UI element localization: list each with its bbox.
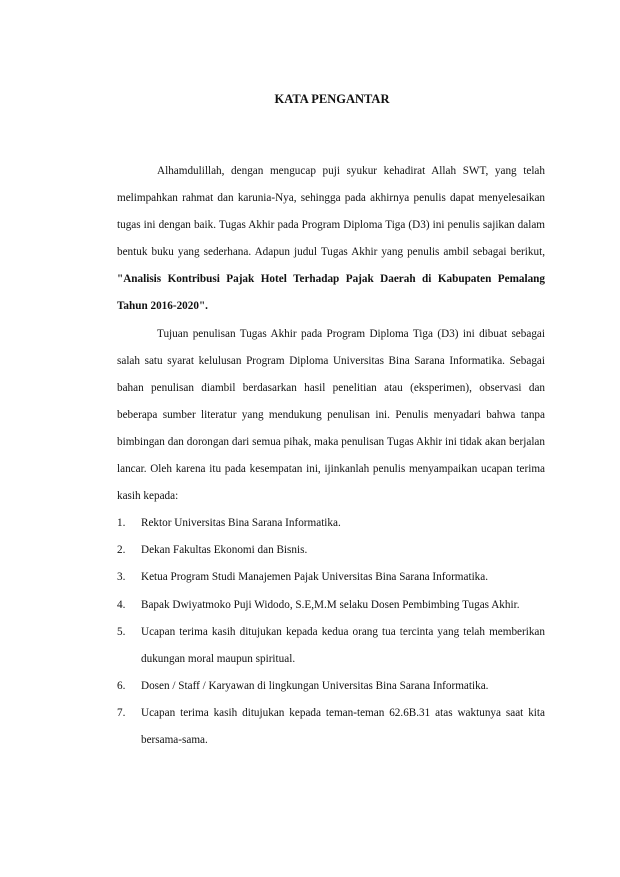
list-item-number: 5. [117, 625, 126, 638]
list-item [117, 564, 545, 591]
list-item [117, 592, 545, 619]
list-item-text: Ucapan terima kasih ditujukan kepada teman-teman 62.6B.31 atas waktunya saat kita bersama-sama. [141, 706, 545, 746]
thesis-title: "Analisis Kontribusi Pajak Hotel Terhadap Pajak Daerah di Kabupaten Pemalang Tahun 2016-2020". [117, 273, 545, 313]
list-item-text: Bapak Dwiyatmoko Puji Widodo, S.E,M.M selaku Dosen Pembimbing Tugas Akhir. [141, 598, 520, 611]
list-item-text: Ucapan terima kasih ditujukan kepada kedua orang tua tercinta yang telah memberikan dukungan moral maupun spiritual. [141, 625, 545, 665]
list-item-number: 1. [117, 517, 126, 530]
paragraph-intro-text: Alhamdulillah, dengan mengucap puji syukur kehadirat Allah SWT, yang telah melimpahkan rahmat dan karunia-Nya, sehingga pada akhirnya penulis dapat menyelesaikan tugas ini dengan baik. Tugas Akhir pada Program Diploma Tiga (D3) ini penulis sajikan dalam bentuk buku yang sederhana. Adapun judul Tugas Akhir yang penulis ambil sebagai berikut, [117, 165, 545, 259]
list-item-number: 7. [117, 706, 126, 719]
page-title: KATA PENGANTAR [274, 92, 390, 106]
list-item [117, 619, 545, 673]
list-item [117, 537, 545, 564]
list-item [117, 673, 545, 700]
list-item-text: Rektor Universitas Bina Sarana Informatika. [141, 517, 341, 530]
list-item-text: Ketua Program Studi Manajemen Pajak Universitas Bina Sarana Informatika. [141, 571, 489, 584]
list-item-text: Dekan Fakultas Ekonomi dan Bisnis. [141, 544, 308, 557]
paragraph-purpose: Tujuan penulisan Tugas Akhir pada Program Diploma Tiga (D3) ini dibuat sebagai salah satu syarat kelulusan Program Diploma Universitas Bina Sarana Informatika. Sebagai bahan penulisan diambil berdasarkan hasil penelitian atau (eksperimen), observasi dan beberapa sumber literatur yang mendukung penulisan ini. Penulis menyadari bahwa tanpa bimbingan dan dorongan dari semua pihak, maka penulisan Tugas Akhir ini tidak akan berjalan lancar. Oleh karena itu pada kesempatan ini, ijinkanlah penulis menyampaikan ucapan terima kasih kepada: [117, 327, 545, 503]
acknowledgement-list [117, 510, 545, 754]
list-item-number: 3. [117, 571, 126, 584]
list-item-number: 2. [117, 544, 126, 557]
list-item [117, 700, 545, 754]
paragraph-intro [117, 158, 545, 321]
list-item-text: Dosen / Staff / Karyawan di lingkungan Universitas Bina Sarana Informatika. [141, 679, 489, 692]
list-item [117, 510, 545, 537]
list-item-number: 6. [117, 679, 126, 692]
list-item-number: 4. [117, 598, 126, 611]
